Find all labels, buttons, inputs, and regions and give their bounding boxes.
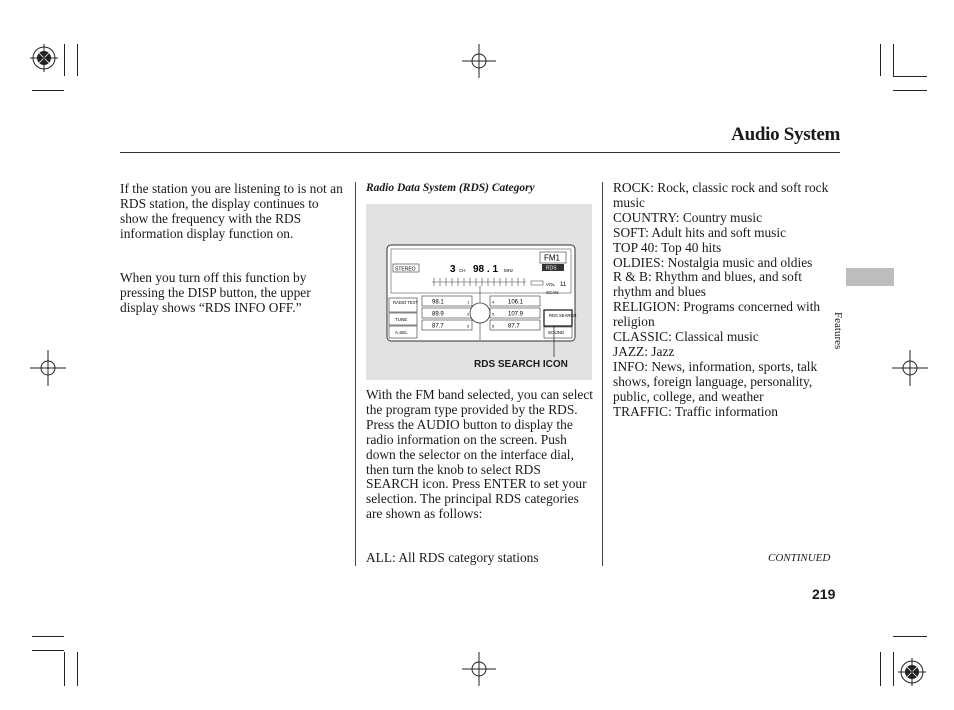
preset-left-num: 2 — [467, 311, 470, 317]
volume-label: VOL — [546, 282, 556, 287]
rds-indicator: RDS — [546, 265, 557, 272]
crop-mark — [893, 90, 927, 91]
crop-mark — [880, 44, 881, 76]
page-number: 219 — [812, 586, 836, 602]
crop-mark — [893, 652, 894, 686]
frequency-display: 98 . 1 — [473, 264, 499, 275]
crop-mark — [64, 652, 65, 686]
rds-search-button: RDS SEARCH — [549, 313, 577, 318]
figure-callout-label: RDS SEARCH ICON — [474, 359, 568, 370]
crop-mark — [77, 652, 78, 686]
rds-figure — [366, 204, 592, 380]
preset-left-freq: 89.9 — [432, 311, 444, 318]
registration-target-left — [30, 350, 66, 386]
column-divider-left — [355, 182, 356, 566]
category-item: OLDIES: Nostalgia music and oldies — [613, 254, 813, 270]
rds-category-list — [613, 181, 838, 420]
preset-right-num: 6 — [492, 323, 495, 329]
header-rule — [120, 152, 840, 153]
continued-label: CONTINUED — [768, 552, 831, 564]
middle-paragraph-1: With the FM band selected, you can select the program type provided by the RDS. Press the AUDIO button to display the radio information on the screen. Push down the selector on the interface dial, then turn the knob to select RDS SEARCH icon. Press ENTER to set your selection. The principal RDS categories are shown as follows: — [366, 387, 594, 522]
stereo-indicator: STEREO — [395, 266, 416, 273]
volume-value: 11 — [560, 282, 567, 288]
column-divider-right — [602, 182, 603, 566]
preset-left-num: 3 — [467, 323, 470, 329]
registration-mark-bottom-right — [898, 658, 928, 688]
preset-right-freq: 87.7 — [508, 323, 520, 330]
channel-number: 3 — [450, 264, 456, 275]
registration-target-bottom — [462, 652, 496, 686]
category-item: SOFT: Adult hits and soft music — [613, 224, 787, 240]
section-tab — [846, 268, 894, 286]
crop-mark — [893, 636, 927, 637]
selector-knob — [470, 303, 490, 323]
crop-mark — [64, 44, 65, 76]
left-paragraph-1: If the station you are listening to is not an RDS station, the display continues to show the frequency with the RDS information display function on. — [120, 181, 343, 241]
radio-display-illustration — [366, 204, 592, 380]
radio-text-button: RADIO TEXT — [393, 300, 419, 305]
frequency-unit: MHz — [504, 268, 514, 273]
figure-caption: Radio Data System (RDS) Category — [366, 182, 535, 194]
preset-right-freq: 106.1 — [508, 299, 524, 306]
preset-right-num: 5 — [492, 311, 495, 317]
crop-mark — [77, 44, 78, 76]
registration-mark-top-left — [30, 44, 90, 84]
preset-right-num: 4 — [492, 299, 495, 305]
scan-button: SCAN — [546, 290, 559, 295]
crop-mark — [893, 76, 927, 77]
preset-left-freq: 98.1 — [432, 299, 444, 306]
middle-paragraph-2: ALL: All RDS category stations — [366, 550, 539, 565]
tune-button: TUNE — [395, 317, 408, 322]
category-item: R & B: Rhythm and blues, and soft rhythm and blues — [613, 269, 802, 300]
category-item: TRAFFIC: Traffic information — [613, 403, 778, 419]
band-indicator: FM1 — [544, 253, 560, 263]
left-paragraph-2: When you turn off this function by pressing the DISP button, the upper display shows “RDS INFO OFF.” — [120, 270, 311, 315]
preset-left-freq: 87.7 — [432, 323, 444, 330]
category-item: RELIGION: Programs concerned with religion — [613, 299, 821, 330]
category-item: TOP 40: Top 40 hits — [613, 239, 722, 255]
preset-left-num: 1 — [467, 299, 470, 305]
category-item: INFO: News, information, sports, talk shows, foreign language, personality, public, college, and weather — [613, 358, 818, 404]
crop-mark — [32, 636, 64, 637]
crop-mark — [32, 650, 64, 651]
crop-mark — [880, 652, 881, 686]
registration-target-right — [892, 350, 928, 386]
crop-mark — [893, 44, 894, 76]
a-sel-button: A.SEL — [395, 330, 408, 335]
crop-mark — [32, 90, 64, 91]
sound-button: SOUND — [548, 330, 565, 335]
preset-right-freq: 107.9 — [508, 311, 524, 318]
registration-target-top — [462, 44, 496, 78]
category-item: COUNTRY: Country music — [613, 209, 763, 225]
category-item: CLASSIC: Classical music — [613, 329, 759, 345]
section-tab-label — [832, 312, 844, 349]
page-title: Audio System — [731, 124, 840, 145]
section-tab-text: Features — [832, 312, 844, 350]
category-item: ROCK: Rock, classic rock and soft rock music — [613, 180, 829, 210]
category-item: JAZZ: Jazz — [613, 343, 675, 359]
channel-unit: CH — [459, 268, 466, 273]
